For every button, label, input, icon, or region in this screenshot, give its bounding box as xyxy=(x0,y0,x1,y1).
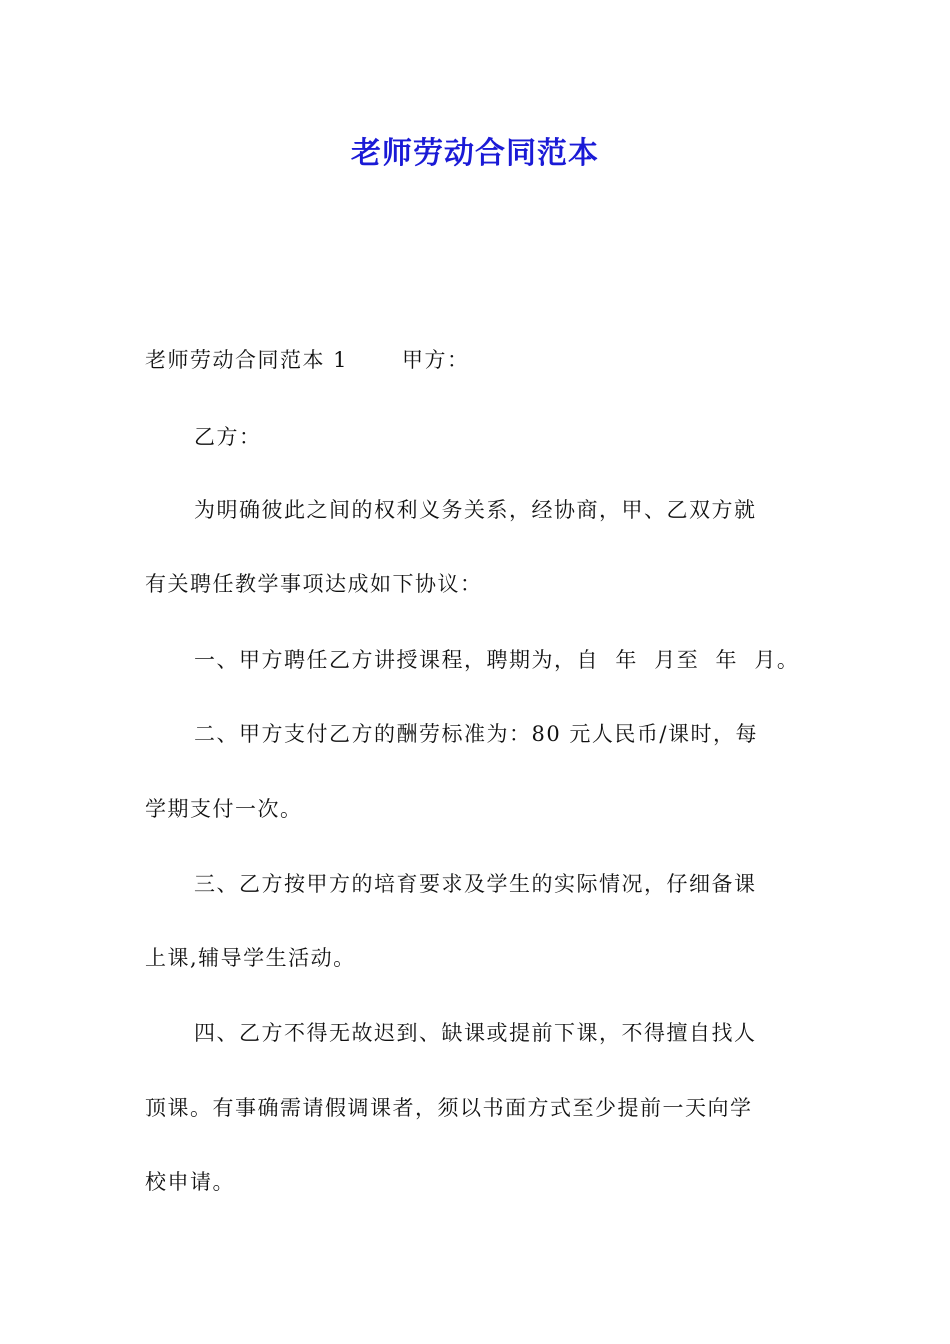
party-a-label: 甲方： xyxy=(402,348,470,372)
clause-4-line-2: 顶课。有事确需请假调课者，须以书面方式至少提前一天向学 xyxy=(145,1096,753,1120)
document-title: 老师劳动合同范本 xyxy=(351,136,599,171)
party-b-label: 乙方： xyxy=(194,425,262,449)
clause-4-line-3: 校申请。 xyxy=(145,1170,235,1194)
clause-3-line-1: 三、乙方按甲方的培育要求及学生的实际情况，仔细备课 xyxy=(194,872,757,896)
intro-line-2: 有关聘任教学事项达成如下协议： xyxy=(145,572,483,596)
heading-line xyxy=(145,345,815,375)
clause-2-line-2: 学期支付一次。 xyxy=(145,797,303,821)
heading-label: 老师劳动合同范本 1 xyxy=(145,348,349,372)
clause-1-line-1: 一、甲方聘任乙方讲授课程，聘期为，自 年 月至 年 月。 xyxy=(194,648,800,672)
clause-4-line-1: 四、乙方不得无故迟到、缺课或提前下课，不得擅自找人 xyxy=(194,1021,757,1045)
clause-3-line-2: 上课,辅导学生活动。 xyxy=(145,946,356,970)
intro-line-1: 为明确彼此之间的权利义务关系，经协商，甲、乙双方就 xyxy=(194,498,757,522)
clause-2-line-1: 二、甲方支付乙方的酬劳标准为：80 元人民币/课时，每 xyxy=(194,722,758,746)
